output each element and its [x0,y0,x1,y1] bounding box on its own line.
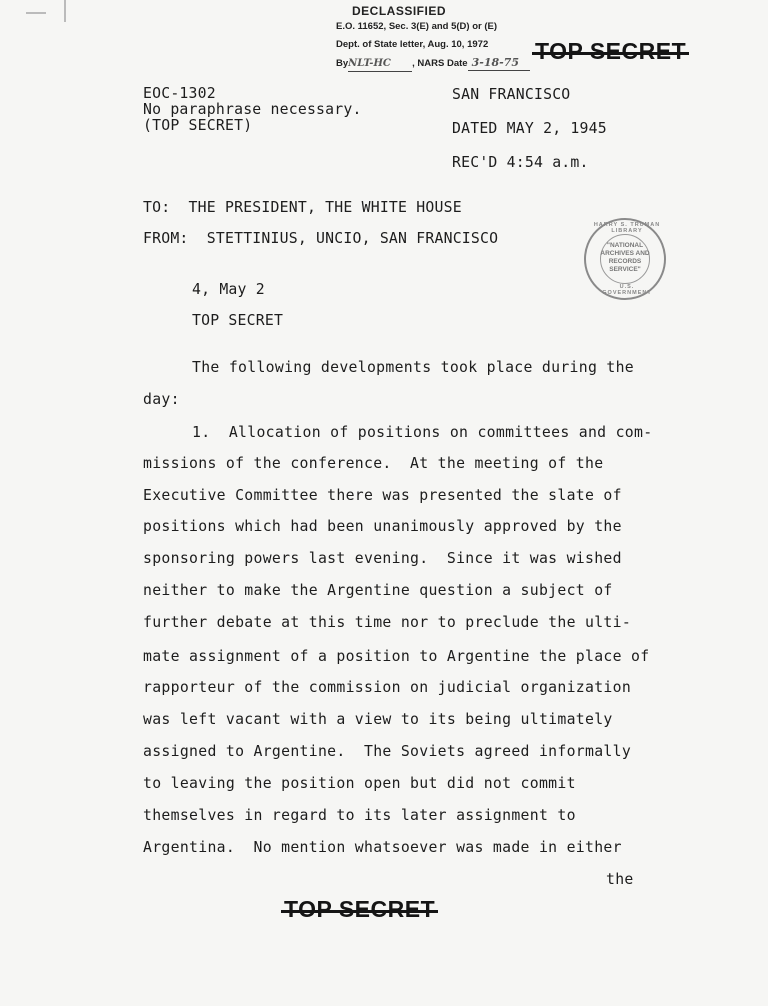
body-line: assigned to Argentine. The Soviets agreed informally [143,743,632,760]
dated-line: DATED MAY 2, 1945 [452,120,607,137]
by-signature: NLT-HC [348,56,412,72]
seal-ring-bottom: U.S. GOVERNMENT [602,284,652,296]
routing-number: EOC-1302 [143,85,216,102]
paraphrase-note: No paraphrase necessary. [143,101,362,118]
strikethrough-line [532,52,689,55]
body-line: Executive Committee there was presented the slate of [143,487,622,504]
nars-date: 3-18-75 [468,55,530,71]
classification-note: (TOP SECRET) [143,117,253,134]
seal-center-line: RECORDS [608,258,642,265]
by-label: By [336,58,349,69]
classification-stamp-footer [284,896,435,923]
strikethrough-line [281,910,438,913]
seal-center-line: "NATIONAL [606,242,644,249]
declassification-letter: Dept. of State letter, Aug. 10, 1972 [336,39,489,50]
body-line: rapporteur of the commission on judicial organization [143,679,632,696]
body-line: neither to make the Argentine question a subject of [143,582,613,599]
received-line: REC'D 4:54 a.m. [452,154,589,171]
scan-mark [64,0,66,22]
declassification-by-line [336,55,530,72]
body-line: The following developments took place during the [192,359,635,376]
body-line: was left vacant with a view to its being ultimately [143,711,613,728]
seal-center-line: ARCHIVES AND [600,250,650,257]
classification-stamp-top [535,38,686,65]
declassified-header: DECLASSIFIED [352,4,447,18]
body-line: 1. Allocation of positions on committees and com- [192,424,653,441]
body-line: mate assignment of a position to Argentine the place of [143,648,650,665]
message-classification: TOP SECRET [192,312,284,329]
library-seal [584,218,666,300]
catchword: the [606,871,634,888]
body-line: further debate at this time nor to preclude the ulti- [143,614,632,631]
body-line: missions of the conference. At the meeting of the [143,455,604,472]
body-line: sponsoring powers last evening. Since it was wished [143,550,622,567]
body-line: day: [143,391,180,408]
body-line: themselves in regard to its later assignment to [143,807,576,824]
nars-label: , NARS Date [412,58,468,69]
meta-right [452,86,607,171]
body-line: to leaving the position open but did not commit [143,775,576,792]
body-line: Argentina. No mention whatsoever was made in either [143,839,622,856]
origin-city: SAN FRANCISCO [452,86,571,103]
seal-center-line: SERVICE" [609,266,641,273]
seal-ring-top: HARRY S. TRUMAN LIBRARY [593,222,661,234]
declassification-authority: E.O. 11652, Sec. 3(E) and 5(D) or (E) [336,21,498,32]
message-reference: 4, May 2 [192,281,265,298]
body-line: positions which had been unanimously approved by the [143,518,622,535]
to-line: TO: THE PRESIDENT, THE WHITE HOUSE [143,199,462,216]
scan-mark [26,12,46,14]
meta-left [143,86,362,134]
declassification-block [336,4,530,72]
from-line: FROM: STETTINIUS, UNCIO, SAN FRANCISCO [143,230,499,247]
